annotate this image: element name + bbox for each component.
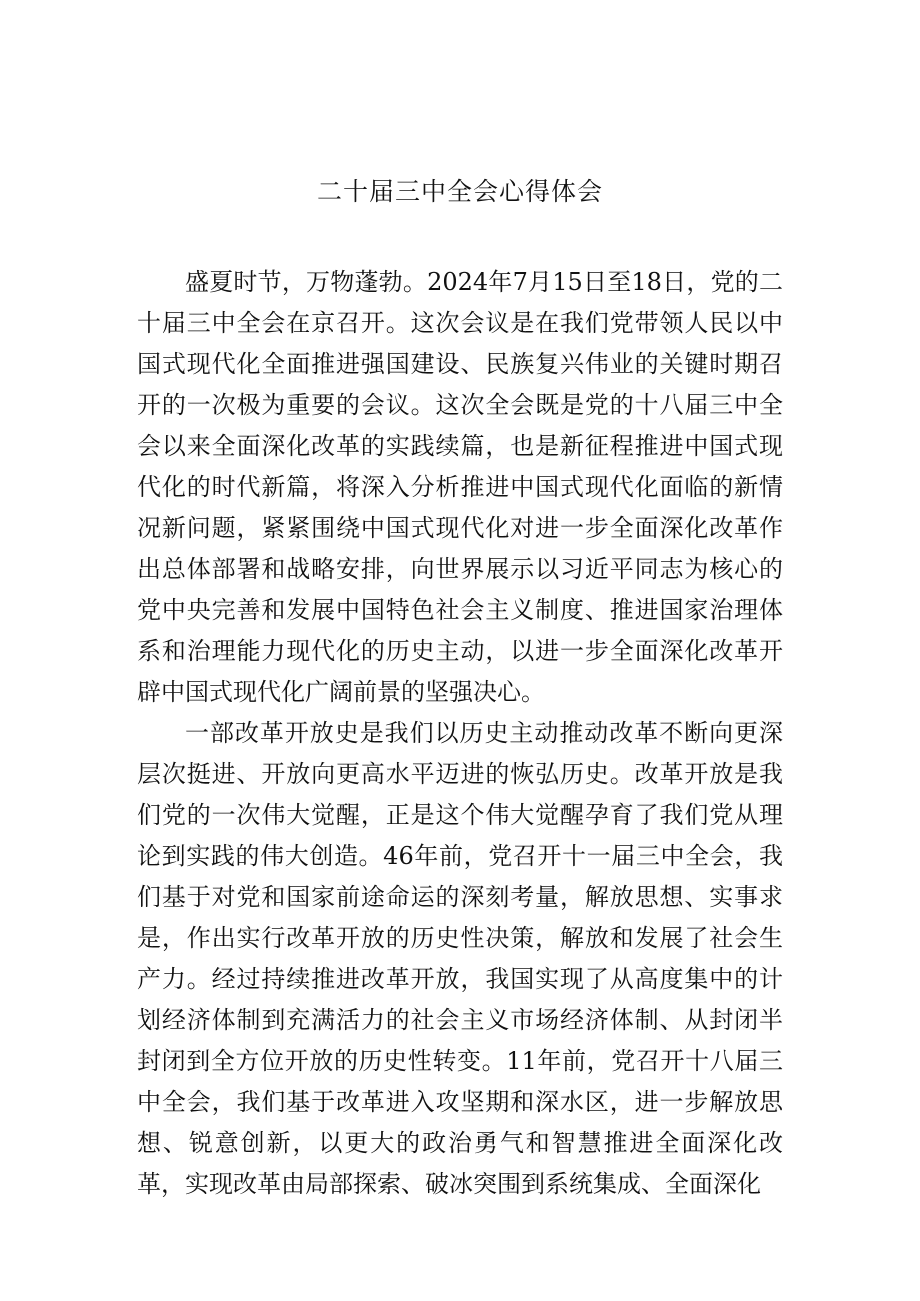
document-body xyxy=(137,262,783,1205)
paragraph-1: 盛夏时节，万物蓬勃。2024年7月15日至18日，党的二十届三中全会在京召开。这次会议是在我们党带领人民以中国式现代化全面推进强国建设、民族复兴伟业的关键时期召开的一次极为重要的会议。这次全会既是党的十八届三中全会以来全面深化改革的实践续篇，也是新征程推进中国式现代化的时代新篇，将深入分析推进中国式现代化面临的新情况新问题，紧紧围绕中国式现代化对进一步全面深化改革作出总体部署和战略安排，向世界展示以习近平同志为核心的党中央完善和发展中国特色社会主义制度、推进国家治理体系和治理能力现代化的历史主动，以进一步全面深化改革开辟中国式现代化广阔前景的坚强决心。 xyxy=(137,268,783,706)
paragraph-2: 一部改革开放史是我们以历史主动推动改革不断向更深层次挺进、开放向更高水平迈进的恢弘历史。改革开放是我们党的一次伟大觉醒，正是这个伟大觉醒孕育了我们党从理论到实践的伟大创造。46年前，党召开十一届三中全会，我们基于对党和国家前途命运的深刻考量，解放思想、实事求是，作出实行改革开放的历史性决策，解放和发展了社会生产力。经过持续推进改革开放，我国实现了从高度集中的计划经济体制到充满活力的社会主义市场经济体制、从封闭半封闭到全方位开放的历史性转变。11年前，党召开十八届三中全会，我们基于改革进入攻坚期和深水区，进一步解放思想、锐意创新，以更大的政治勇气和智慧推进全面深化改革，实现改革由局部探索、破冰突围到系统集成、全面深化 xyxy=(137,719,783,1198)
document-title: 二十届三中全会心得体会 xyxy=(316,177,603,206)
